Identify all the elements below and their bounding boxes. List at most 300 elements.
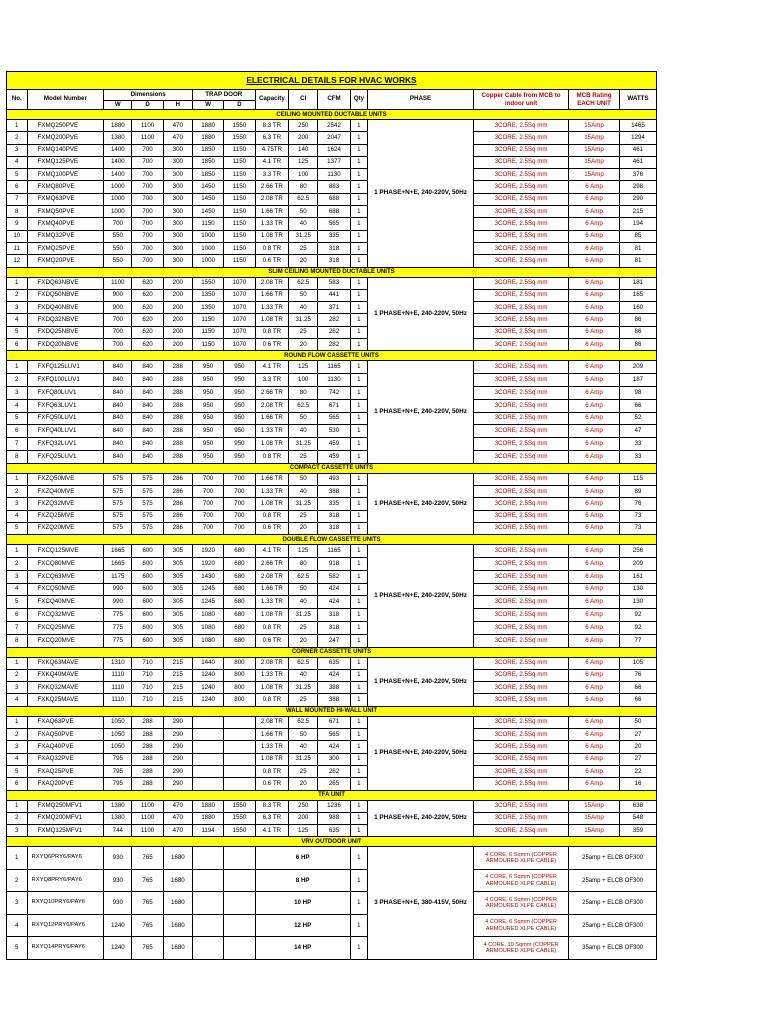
table-row [7,230,657,242]
model-number: FXAQ63PVE [27,716,104,728]
watts: 76 [619,669,656,681]
copper-cable: 3CORE, 2.5Sq mm [473,596,568,609]
watts: 33 [619,438,656,451]
model-number: FXZQ50MVE [27,473,104,485]
trap-d [224,914,255,937]
dim-w: 575 [104,486,132,498]
watts: 85 [619,230,656,242]
table-row [7,193,657,205]
mcb-rating: 6 Amp [569,510,620,522]
trap-w: 700 [192,510,223,522]
qty: 1 [350,289,367,301]
dim-d: 840 [132,361,163,374]
mcb-rating: 6 Amp [569,621,620,634]
table-body [7,110,657,960]
cfm: 1236 [318,800,350,812]
dim-d: 600 [132,621,163,634]
col-header-ci: CI [289,90,318,110]
model-number: FXDQ32NBVE [27,314,104,326]
qty: 1 [350,634,367,647]
col-header-trap-w: W [192,101,223,110]
model-number: FXDQ20NBVE [27,339,104,351]
model-number: RXYQ6PRY6/PAY6 [27,847,104,870]
copper-cable: 4 CORE, 6 Sqmm (COPPER ARMOURED XLPE CABLE) [473,914,568,937]
copper-cable: 3CORE, 2.5Sq mm [473,193,568,205]
watts: 130 [619,583,656,596]
cfm: 335 [318,230,350,242]
model-number: FXAQ20PVE [27,778,104,790]
trap-w [192,847,223,870]
row-no: 11 [7,242,28,254]
cfm: 424 [318,596,350,609]
mcb-rating: 6 Amp [569,729,620,741]
cfm: 388 [318,486,350,498]
model-number: FXCQ25MVE [27,621,104,634]
copper-cable: 3CORE, 2.5Sq mm [473,716,568,728]
trap-d: 1550 [224,120,255,132]
trap-d: 950 [224,425,255,438]
dim-d: 600 [132,583,163,596]
trap-d: 700 [224,473,255,485]
dim-w: 840 [104,450,132,463]
dim-d: 620 [132,314,163,326]
capacity: 0.6 TR [255,778,289,790]
dim-h: 215 [163,682,192,694]
model-number: FXMQ40PVE [27,218,104,230]
copper-cable: 3CORE, 2.5Sq mm [473,570,568,583]
model-number: FXAQ25PVE [27,765,104,777]
copper-cable: 3CORE, 2.5Sq mm [473,450,568,463]
phase-cell-ceiling: 1 PHASE+N+E, 240-220V, 50Hz [368,120,474,268]
row-no: 8 [7,450,28,463]
dim-d: 288 [132,753,163,765]
model-number: RXYQ10PRY6/PAY6 [27,892,104,915]
trap-d: 680 [224,596,255,609]
table-row [7,892,657,915]
watts: 20 [619,741,656,753]
copper-cable: 3CORE, 2.5Sq mm [473,621,568,634]
col-header-qty: Qty [350,90,367,110]
ci: 31.25 [289,682,318,694]
trap-d [224,741,255,753]
row-no: 12 [7,255,28,267]
cfm: 300 [318,753,350,765]
row-no: 1 [7,473,28,485]
section-header-row [7,647,657,657]
qty: 1 [350,812,367,824]
section-header-row [7,837,657,847]
capacity: 0.8 TR [255,510,289,522]
qty: 1 [350,339,367,351]
dim-w: 900 [104,302,132,314]
dim-w: 1310 [104,657,132,669]
dim-w: 1050 [104,741,132,753]
cfm: 424 [318,741,350,753]
dim-d: 710 [132,682,163,694]
mcb-rating: 15Amp [569,144,620,156]
ci: 40 [289,486,318,498]
dim-d: 620 [132,277,163,289]
dim-h: 300 [163,255,192,267]
table-row [7,425,657,438]
dim-w: 840 [104,412,132,425]
qty: 1 [350,765,367,777]
dim-d: 575 [132,510,163,522]
copper-cable: 3CORE, 2.5Sq mm [473,144,568,156]
trap-w: 700 [192,522,223,534]
mcb-rating: 6 Amp [569,473,620,485]
dim-h: 470 [163,812,192,824]
qty: 1 [350,753,367,765]
cfm: 282 [318,314,350,326]
trap-d: 680 [224,609,255,622]
watts: 160 [619,302,656,314]
dim-d: 710 [132,694,163,706]
trap-w: 1880 [192,120,223,132]
col-header-no: No. [7,90,28,110]
mcb-rating: 6 Amp [569,583,620,596]
copper-cable: 3CORE, 2.5Sq mm [473,609,568,622]
cfm: 883 [318,181,350,193]
row-no: 2 [7,812,28,824]
watts: 209 [619,558,656,571]
watts: 161 [619,570,656,583]
ci: 62.5 [289,193,318,205]
dim-w: 1665 [104,558,132,571]
phase-cell-compact: 1 PHASE+N+E, 240-220V, 50Hz [368,473,474,534]
cfm: 318 [318,510,350,522]
dim-h: 305 [163,558,192,571]
qty: 1 [350,386,367,399]
dim-h: 300 [163,193,192,205]
dim-w: 1050 [104,729,132,741]
watts: 181 [619,277,656,289]
col-header-trap-door: TRAP DOOR [192,90,255,101]
capacity: 0.8 TR [255,765,289,777]
trap-w [192,716,223,728]
dim-h: 200 [163,314,192,326]
dim-h: 286 [163,473,192,485]
table-row [7,486,657,498]
model-number: RXYQ12PRY6/PAY6 [27,914,104,937]
copper-cable: 3CORE, 2.5Sq mm [473,825,568,837]
table-row [7,741,657,753]
mcb-rating: 6 Amp [569,206,620,218]
model-number: FXMQ250PVE [27,120,104,132]
qty: 1 [350,583,367,596]
section-title-wall: WALL MOUNTED HI-WALL UNIT [7,706,657,716]
copper-cable: 3CORE, 2.5Sq mm [473,634,568,647]
row-no: 2 [7,486,28,498]
model-number: FXKQ25MAVE [27,694,104,706]
table-row [7,778,657,790]
row-no: 5 [7,596,28,609]
mcb-rating: 6 Amp [569,558,620,571]
copper-cable: 3CORE, 2.5Sq mm [473,399,568,412]
dim-h: 470 [163,132,192,144]
trap-w: 1150 [192,339,223,351]
row-no: 1 [7,277,28,289]
trap-d [224,869,255,892]
ci: 31.25 [289,498,318,510]
copper-cable: 3CORE, 2.5Sq mm [473,255,568,267]
row-no: 2 [7,132,28,144]
capacity-hp: 8 HP [255,869,350,892]
cfm: 265 [318,778,350,790]
qty: 1 [350,218,367,230]
mcb-rating: 25amp + ELCB OF300 [569,914,657,937]
dim-w: 550 [104,230,132,242]
trap-d: 1070 [224,339,255,351]
dim-d: 700 [132,144,163,156]
trap-d: 1070 [224,289,255,301]
dim-w: 1050 [104,716,132,728]
capacity: 1.33 TR [255,669,289,681]
dim-d: 765 [132,847,163,870]
cfm: 1130 [318,169,350,181]
model-number: FXMQ80PVE [27,181,104,193]
mcb-rating: 6 Amp [569,438,620,451]
trap-w: 950 [192,361,223,374]
capacity: 2.08 TR [255,570,289,583]
model-number: FXCQ63MVE [27,570,104,583]
trap-w [192,729,223,741]
section-header-row [7,463,657,473]
section-title-vrv: VRV OUTDOOR UNIT [7,837,657,847]
trap-w: 1240 [192,682,223,694]
ci: 20 [289,634,318,647]
trap-d: 950 [224,438,255,451]
table-row [7,609,657,622]
dim-w: 1100 [104,277,132,289]
model-number: FXMQ200PVE [27,132,104,144]
trap-w [192,892,223,915]
ci: 50 [289,583,318,596]
qty: 1 [350,132,367,144]
trap-w: 1150 [192,218,223,230]
watts: 77 [619,634,656,647]
dim-h: 290 [163,729,192,741]
table-row [7,120,657,132]
copper-cable: 3CORE, 2.5Sq mm [473,206,568,218]
row-no: 2 [7,374,28,387]
trap-d: 800 [224,669,255,681]
copper-cable: 3CORE, 2.5Sq mm [473,386,568,399]
col-header-cfm: CFM [318,90,350,110]
cfm: 424 [318,669,350,681]
copper-cable: 3CORE, 2.5Sq mm [473,498,568,510]
capacity: 1.08 TR [255,682,289,694]
dim-d: 840 [132,438,163,451]
dim-w: 1110 [104,682,132,694]
copper-cable: 3CORE, 2.5Sq mm [473,361,568,374]
cfm: 282 [318,765,350,777]
capacity: 4.1 TR [255,825,289,837]
watts: 16 [619,778,656,790]
table-row [7,314,657,326]
table-row [7,361,657,374]
dim-h: 300 [163,242,192,254]
ci: 50 [289,473,318,485]
dim-h: 305 [163,583,192,596]
cfm: 582 [318,570,350,583]
table-row [7,181,657,193]
dim-h: 1680 [163,937,192,960]
trap-w: 1880 [192,800,223,812]
mcb-rating: 6 Amp [569,242,620,254]
dim-w: 1240 [104,914,132,937]
ci: 80 [289,181,318,193]
copper-cable: 3CORE, 2.5Sq mm [473,812,568,824]
row-no: 5 [7,765,28,777]
capacity: 1.08 TR [255,609,289,622]
col-header-watts: WATTS [619,90,656,110]
trap-d: 1150 [224,218,255,230]
model-number: FXMQ32PVE [27,230,104,242]
dim-w: 840 [104,374,132,387]
ci: 50 [289,412,318,425]
model-number: FXKQ40MAVE [27,669,104,681]
qty: 1 [350,120,367,132]
qty: 1 [350,545,367,558]
mcb-rating: 6 Amp [569,339,620,351]
model-number: FXCQ80MVE [27,558,104,571]
dim-h: 300 [163,169,192,181]
copper-cable: 3CORE, 2.5Sq mm [473,169,568,181]
phase-cell-corner: 1 PHASE+N+E, 240-220V, 50Hz [368,657,474,706]
watts: 33 [619,450,656,463]
qty: 1 [350,181,367,193]
capacity: 1.66 TR [255,206,289,218]
copper-cable: 3CORE, 2.5Sq mm [473,583,568,596]
trap-d: 1550 [224,825,255,837]
trap-d: 1070 [224,302,255,314]
qty: 1 [350,412,367,425]
ci: 62.5 [289,399,318,412]
cfm: 635 [318,657,350,669]
trap-w: 1150 [192,326,223,338]
dim-w: 1380 [104,812,132,824]
mcb-rating: 6 Amp [569,716,620,728]
row-no: 5 [7,522,28,534]
dim-d: 710 [132,669,163,681]
row-no: 3 [7,144,28,156]
watts: 215 [619,206,656,218]
row-no: 4 [7,694,28,706]
trap-w: 1080 [192,609,223,622]
trap-w: 950 [192,412,223,425]
dim-d: 1100 [132,120,163,132]
table-row [7,302,657,314]
row-no: 2 [7,289,28,301]
row-no: 7 [7,621,28,634]
trap-w [192,765,223,777]
table-row [7,144,657,156]
model-number: FXMQ20PVE [27,255,104,267]
dim-d: 840 [132,412,163,425]
cfm: 918 [318,558,350,571]
cfm: 388 [318,682,350,694]
cfm: 1624 [318,144,350,156]
watts: 73 [619,522,656,534]
table-row [7,657,657,669]
ci: 50 [289,206,318,218]
row-no: 3 [7,682,28,694]
watts: 66 [619,694,656,706]
model-number: FXCQ40MVE [27,596,104,609]
watts: 1465 [619,120,656,132]
qty: 1 [350,473,367,485]
dim-h: 1680 [163,914,192,937]
dim-w: 795 [104,765,132,777]
ci: 25 [289,242,318,254]
row-no: 1 [7,800,28,812]
dim-w: 700 [104,326,132,338]
dim-w: 840 [104,438,132,451]
table-row [7,812,657,824]
section-title-round: ROUND FLOW CASSETTE UNITS [7,351,657,361]
copper-cable: 3CORE, 2.5Sq mm [473,326,568,338]
trap-w: 1240 [192,694,223,706]
cfm: 688 [318,206,350,218]
row-no: 5 [7,412,28,425]
trap-d: 700 [224,486,255,498]
table-row [7,412,657,425]
copper-cable: 3CORE, 2.5Sq mm [473,132,568,144]
watts: 73 [619,510,656,522]
row-no: 4 [7,914,28,937]
row-no: 1 [7,361,28,374]
electrical-details-sheet [6,71,657,960]
copper-cable: 3CORE, 2.5Sq mm [473,181,568,193]
row-no: 3 [7,741,28,753]
mcb-rating: 6 Amp [569,545,620,558]
trap-w: 1245 [192,583,223,596]
watts: 86 [619,339,656,351]
model-number: FXMQ125MFV1 [27,825,104,837]
dim-w: 744 [104,825,132,837]
row-no: 7 [7,193,28,205]
capacity: 2.08 TR [255,716,289,728]
capacity: 3.3 TR [255,374,289,387]
watts: 66 [619,682,656,694]
sheet-title: ELECTRICAL DETAILS FOR HVAC WORKS [7,72,657,90]
copper-cable: 3CORE, 2.5Sq mm [473,669,568,681]
model-number: FXMQ200MFV1 [27,812,104,824]
dim-d: 600 [132,596,163,609]
table-row [7,682,657,694]
model-number: FXMQ100PVE [27,169,104,181]
trap-w: 950 [192,450,223,463]
dim-d: 700 [132,206,163,218]
copper-cable: 3CORE, 2.5Sq mm [473,545,568,558]
mcb-rating: 6 Amp [569,181,620,193]
mcb-rating: 6 Amp [569,412,620,425]
table-row [7,914,657,937]
trap-w: 1000 [192,230,223,242]
mcb-rating: 6 Amp [569,682,620,694]
dim-d: 710 [132,657,163,669]
dim-d: 288 [132,729,163,741]
row-no: 5 [7,937,28,960]
table-row [7,450,657,463]
model-number: FXFQ32LUV1 [27,438,104,451]
dim-h: 288 [163,412,192,425]
ci: 31.25 [289,230,318,242]
copper-cable: 3CORE, 2.5Sq mm [473,753,568,765]
row-no: 2 [7,869,28,892]
trap-d: 680 [224,583,255,596]
